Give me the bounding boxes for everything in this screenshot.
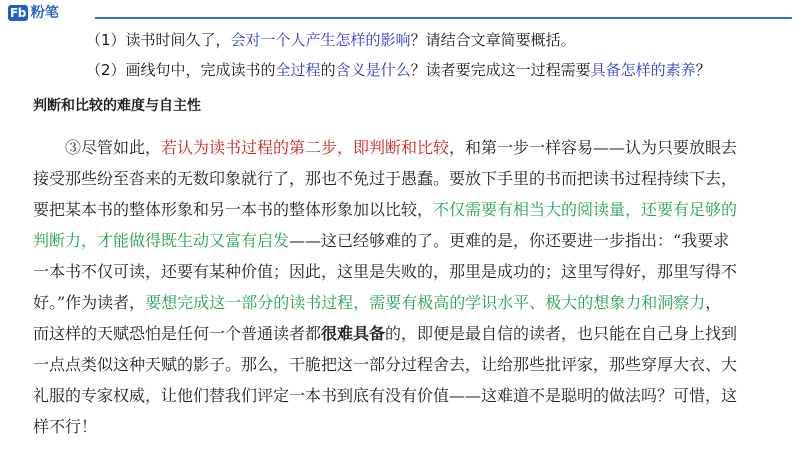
passage-line-3-green: 不仅需要有相当大的阅读量，还要有足够的 <box>433 200 738 219</box>
passage-line-6-c: ， <box>705 293 722 312</box>
passage-line-7-bold: 很难具备 <box>321 324 386 343</box>
question-1-suffix: ？请结合文章简要概括。 <box>410 31 576 49</box>
passage <box>33 132 773 442</box>
passage-line-7 <box>33 318 773 349</box>
passage-line-6 <box>33 287 773 318</box>
question-2-highlight-1: 全过程 <box>275 61 321 79</box>
passage-line-3 <box>33 194 773 225</box>
question-2-mid-2: ？读者要完成这一过程需要 <box>410 61 591 79</box>
question-2 <box>86 60 711 80</box>
passage-line-8: 一点点类似这种天赋的影子。那么，干脆把这一部分过程舍去，让给那些批评家，那些穿厚大衣、大 <box>33 355 738 374</box>
passage-line-9: 礼服的专家权威，让他们替我们评定一本书到底有没有价值——这难道不是聪明的做法吗？可惜，这 <box>33 386 738 405</box>
question-2-mid-1: 的 <box>320 61 336 79</box>
passage-line-5: 一本书不仅可读，还要有某种价值；因此，这里是失败的，那里是成功的；这里写得好，那里写得不 <box>33 262 738 281</box>
passage-line-1 <box>33 132 773 163</box>
passage-line-7-c: 的，即便是最自信的读者，也只能在自己身上找到 <box>385 324 738 343</box>
passage-line-1-red: 若认为读书过程的第二步，即判断和比较 <box>161 138 450 157</box>
question-2-prefix: （2）画线句中，完成读书的 <box>86 61 276 79</box>
passage-line-1-c: ，和第一步一样容易——认为只要放眼去 <box>449 138 738 157</box>
passage-line-7-a: 而这样的天赋恐怕是任何一个普通读者都 <box>33 324 322 343</box>
question-1-prefix: （1）读书时间久了， <box>86 31 231 49</box>
passage-line-10: 样不行！ <box>33 417 98 436</box>
passage-line-4-b: ——这已经够难的了。更难的是，你还要进一步指出：“我要求 <box>289 231 730 250</box>
logo-text: 粉笔 <box>30 5 59 21</box>
logo-mark-icon: Fb <box>10 6 26 20</box>
passage-line-3-a: 要把某本书的整体形象和另一本书的整体形象加以比较， <box>33 200 434 219</box>
passage-line-4-green: 判断力，才能做得既生动又富有启发 <box>33 231 290 250</box>
passage-line-4 <box>33 225 773 256</box>
question-1 <box>86 30 576 50</box>
section-title: 判断和比较的难度与自主性 <box>33 98 201 114</box>
fenbi-logo <box>8 4 59 22</box>
passage-line-1-a: ③尽管如此， <box>65 138 162 157</box>
header-divider <box>95 17 792 19</box>
header-bar <box>0 0 800 22</box>
question-2-suffix: ？ <box>695 61 711 79</box>
question-2-highlight-3: 具备怎样的素养 <box>590 61 696 79</box>
passage-line-2: 接受那些纷至沓来的无数印象就行了，那也不免过于愚蠢。要放下手里的书而把读书过程持续下去， <box>33 169 738 188</box>
question-2-highlight-2: 含义是什么 <box>335 61 411 79</box>
passage-line-6-a: 好。”作为读者， <box>33 293 146 312</box>
question-1-highlight: 会对一个人产生怎样的影响 <box>230 31 411 49</box>
passage-line-6-green: 要想完成这一部分的读书过程，需要有极高的学识水平、极大的想象力和洞察力 <box>145 293 706 312</box>
